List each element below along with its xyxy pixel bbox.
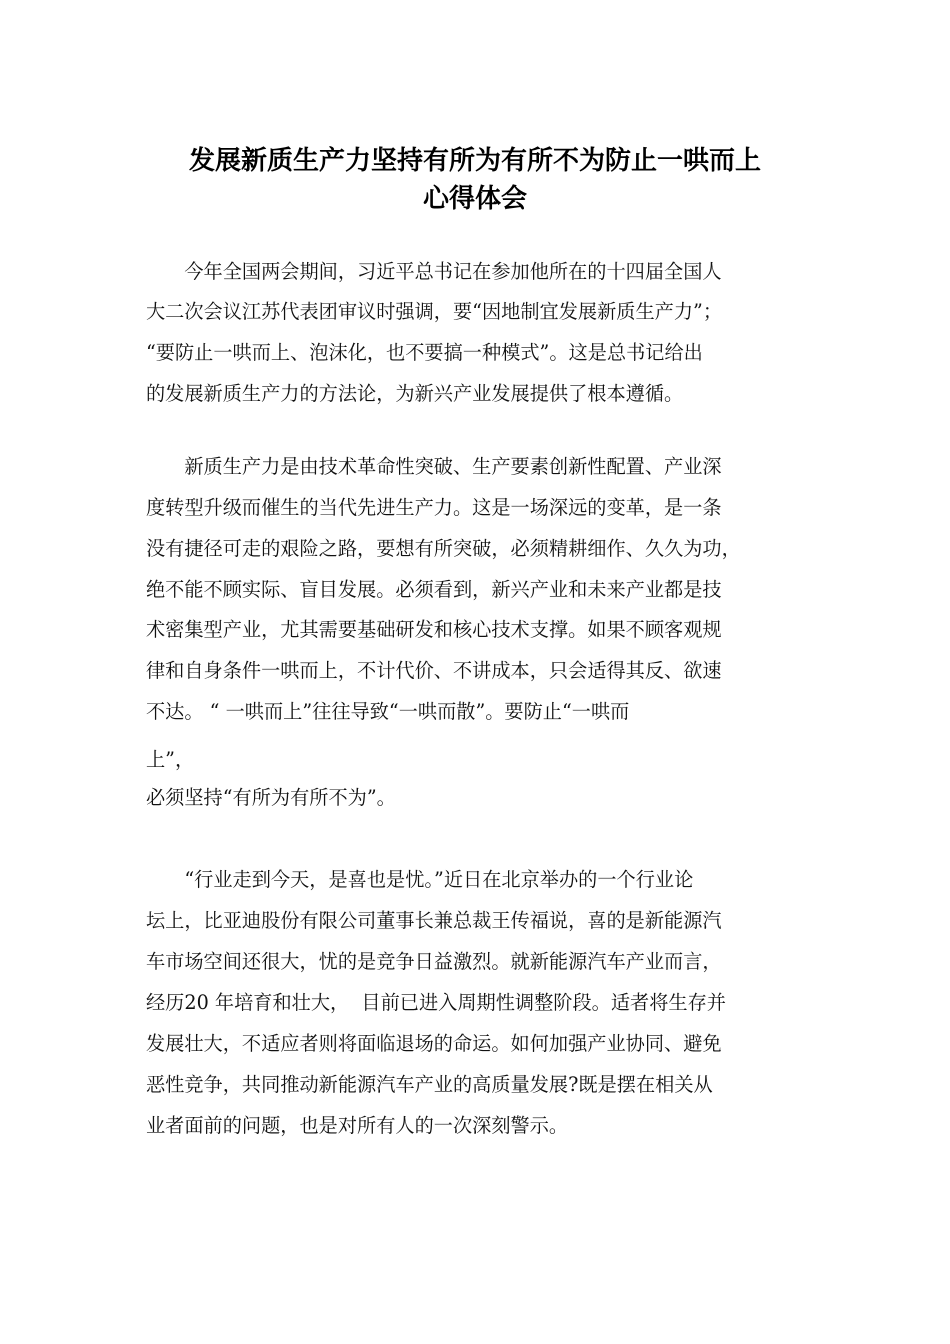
document-title-line-2: 心得体会	[422, 184, 527, 214]
paragraph-3-line: 发展壮大，不适应者则将面临退场的命运。如何加强产业协同、避免	[146, 1032, 722, 1055]
paragraph-3-line: 经历20 年培育和壮大， 目前已进入周期性调整阶段。适者将生存并	[146, 991, 726, 1014]
paragraph-2-line: 绝不能不顾实际、盲目发展。必须看到，新兴产业和未来产业都是技	[146, 578, 722, 601]
paragraph-2-line: 不达。 “ 一哄而上”往往导致“一哄而散”。要防止“一哄而	[146, 700, 630, 723]
paragraph-2-line: 没有捷径可走的艰险之路，要想有所突破，必须精耕细作、久久为功，	[146, 537, 741, 560]
paragraph-3-line: 恶性竞争，共同推动新能源汽车产业的高质量发展?既是摆在相关从	[146, 1073, 713, 1096]
paragraph-1-line: “要防止一哄而上、泡沫化，也不要搞一种模式”。这是总书记给出	[146, 341, 703, 364]
paragraph-2-line: 术密集型产业，尤其需要基础研发和核心技术支撑。如果不顾客观规	[146, 618, 722, 641]
paragraph-2-line: 度转型升级而催生的当代先进生产力。这是一场深远的变革，是一条	[146, 496, 722, 519]
paragraph-1-line: 今年全国两会期间，习近平总书记在参加他所在的十四届全国人	[146, 260, 722, 283]
paragraph-1-line: 大二次会议江苏代表团审议时强调，要“因地制宜发展新质生产力”；	[146, 300, 723, 323]
paragraph-2-line: 律和自身条件一哄而上，不计代价、不讲成本，只会适得其反、欲速	[146, 659, 722, 682]
paragraph-3-line: “行业走到今天，是喜也是忧。”近日在北京举办的一个行业论	[146, 868, 694, 891]
paragraph-2-line: 必须坚持“有所为有所不为”。	[146, 786, 396, 809]
paragraph-3-line: 坛上，比亚迪股份有限公司董事长兼总裁王传福说，喜的是新能源汽	[146, 909, 722, 932]
paragraph-3-line: 车市场空间还很大，忧的是竞争日益激烈。就新能源汽车产业而言，	[146, 950, 722, 973]
paragraph-3-line: 业者面前的问题，也是对所有人的一次深刻警示。	[146, 1114, 569, 1137]
paragraph-2-line: 上”，	[146, 748, 195, 771]
paragraph-2-line: 新质生产力是由技术革命性突破、生产要素创新性配置、产业深	[146, 455, 722, 478]
document-title-line-1: 发展新质生产力坚持有所为有所不为防止一哄而上	[188, 146, 761, 176]
paragraph-1-line: 的发展新质生产力的方法论，为新兴产业发展提供了根本遵循。	[146, 382, 684, 405]
